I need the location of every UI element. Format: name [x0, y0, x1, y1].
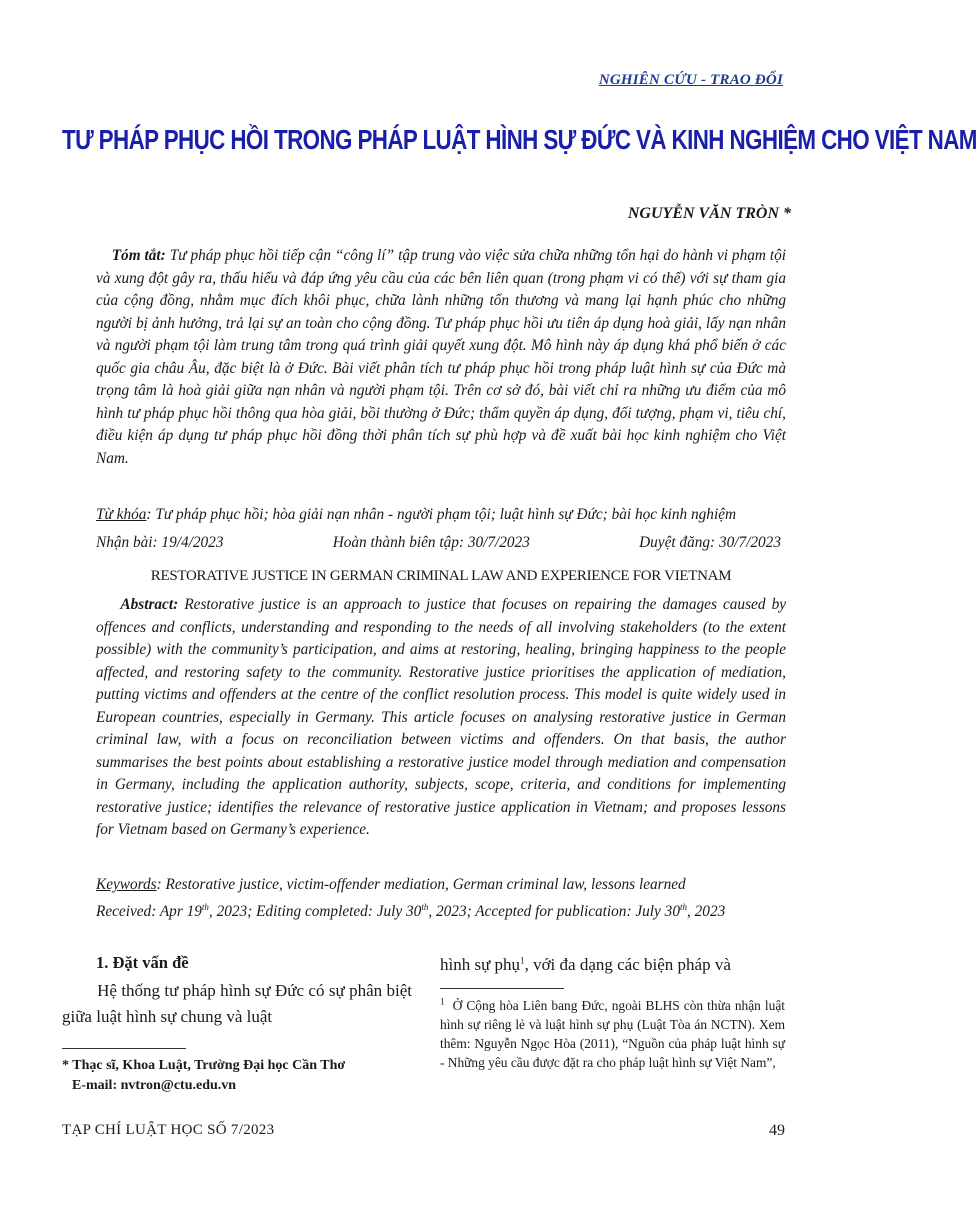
- abstract-vi-text: Tư pháp phục hồi tiếp cận “công lí” tập trung vào việc sửa chữa những tổn hại do hành vi phạm tội và xung đột gây ra, thấu hiểu và đáp ứng yêu cầu của các bên liên quan (trong phạm vi có thể) với sự tham gia của cộng đồng, nhằm mục đích khôi phục, chữa lành những tổn thương và mang lại hạnh phúc cho những người bị ảnh hưởng, trả lại sự an toàn cho cộng đồng. Tư pháp phục hồi ưu tiên áp dụng hoà giải, lấy nạn nhân và người phạm tội làm trung tâm trong quá trình giải quyết xung đột. Mô hình này áp dụng khá phổ biến ở các quốc gia châu Âu, đặc biệt là ở Đức. Bài viết phân tích tư pháp phục hồi trong pháp luật hình sự của Đức mà trọng tâm là hoà giải giữa nạn nhân và người phạm tội. Trên cơ sở đó, bài viết chỉ ra những ưu điểm của mô hình tư pháp phục hồi thông qua hòa giải, bồi thường ở Đức; thẩm quyền áp dụng, đối tượng, phạm vi, tiêu chí, điều kiện áp dụng tư pháp phục hồi đồng thời phân tích sự phù hợp và đề xuất bài học kinh nghiệm cho Việt Nam.: [96, 247, 787, 467]
- footnote-1-text: Ở Cộng hòa Liên bang Đức, ngoài BLHS còn thừa nhận luật hình sự riêng lẻ và luật hình sự phụ (Luật Tòa án NCTN). Xem thêm: Nguyễn Ngọc Hòa (2011), “Nguồn của pháp luật hình sự - Những yêu cầu được đặt ra cho pháp luật hình sự Việt Nam”,: [440, 998, 786, 1070]
- keywords-en: [96, 876, 686, 894]
- section-tag: NGHIÊN CỨU - TRAO ĐỔI: [598, 72, 783, 88]
- body-right-text: hình sự phụ: [440, 955, 521, 974]
- abstract-en: [96, 594, 786, 842]
- dates-en-part: Received: Apr 19: [96, 903, 202, 920]
- author-affiliation: * Thạc sĩ, Khoa Luật, Trường Đại học Cần Thơ: [62, 1058, 346, 1073]
- keywords-en-label: Keywords: [96, 876, 157, 893]
- dates-en-part: , 2023: [687, 903, 726, 920]
- keywords-en-text: : Restorative justice, victim-offender mediation, German criminal law, lessons learned: [156, 876, 686, 893]
- footnote-1-mark: 1: [440, 996, 445, 1007]
- body-left-column: [62, 978, 412, 1030]
- dates-en-sup: th: [679, 901, 687, 912]
- footnote-ref: 1: [520, 955, 525, 966]
- footnote-divider-left: [62, 1048, 186, 1049]
- dates-en-part: , 2023; Accepted for publication: July 30: [428, 903, 680, 920]
- received-vi: Nhận bài: 19/4/2023: [96, 534, 224, 551]
- author-footnote: [62, 1056, 422, 1096]
- article-title: TƯ PHÁP PHỤC HỒI TRONG PHÁP LUẬT HÌNH SỰ ĐỨC VÀ KINH NGHIỆM CHO VIỆT NAM: [62, 124, 977, 156]
- edited-vi: Hoàn thành biên tập: 30/7/2023: [332, 534, 530, 551]
- dates-en-sup: th: [201, 901, 209, 912]
- section-heading: 1. Đặt vấn đề: [96, 953, 189, 972]
- dates-en: [96, 903, 725, 921]
- abstract-vi-label: Tóm tắt:: [111, 247, 166, 264]
- body-right-column: [440, 952, 785, 978]
- abstract-en-label: Abstract:: [120, 596, 179, 613]
- author-email: E-mail: nvtron@ctu.edu.vn: [72, 1078, 237, 1093]
- dates-vi: [96, 534, 781, 552]
- title-en: RESTORATIVE JUSTICE IN GERMAN CRIMINAL LAW AND EXPERIENCE FOR VIETNAM: [150, 568, 732, 584]
- dates-en-part: , 2023; Editing completed: July 30: [208, 903, 422, 920]
- body-left-text: Hệ thống tư pháp hình sự Đức có sự phân biệt giữa luật hình sự chung và luật: [62, 981, 413, 1026]
- keywords-vi-text: : Tư pháp phục hồi; hòa giải nạn nhân - người phạm tội; luật hình sự Đức; bài học kinh nghiệm: [146, 506, 737, 523]
- page-number: 49: [769, 1122, 785, 1139]
- author-name: NGUYỄN VĂN TRÒN *: [627, 205, 791, 222]
- body-right-text: , với đa dạng các biện pháp và: [524, 955, 731, 974]
- dates-en-sup: th: [421, 901, 429, 912]
- journal-name: TẠP CHÍ LUẬT HỌC SỐ 7/2023: [62, 1122, 275, 1138]
- footnote-1: [440, 996, 785, 1072]
- keywords-vi-label: Từ khóa: [96, 506, 147, 523]
- accepted-vi: Duyệt đăng: 30/7/2023: [639, 534, 781, 551]
- abstract-vi: [96, 245, 786, 470]
- abstract-en-text: Restorative justice is an approach to justice that focuses on repairing the damages caused by offences and conflicts, understanding and responding to the needs of all involving stakeholders (to the extent possible) with the community’s participation, and aims at restoring, healing, bringing happiness to the people affected, and restoring safety to the community. Restorative justice prioritises the application of mediation, putting victims and offenders at the centre of the conflict resolution process. This model is quite widely used in European countries, especially in Germany. This article focuses on analysing restorative justice in German criminal law, with a focus on reconciliation between victims and offenders. On that basis, the author summarises the best points about establishing a restorative justice model through mediation and compensation in Germany, including the application authority, subjects, scope, criteria, and conditions for implementing restorative justice; identifies the relevance of restorative justice application in Vietnam; and proposes lessons for Vietnam based on Germany’s experience.: [96, 596, 787, 838]
- keywords-vi: [96, 506, 736, 524]
- footnote-divider-right: [440, 988, 564, 989]
